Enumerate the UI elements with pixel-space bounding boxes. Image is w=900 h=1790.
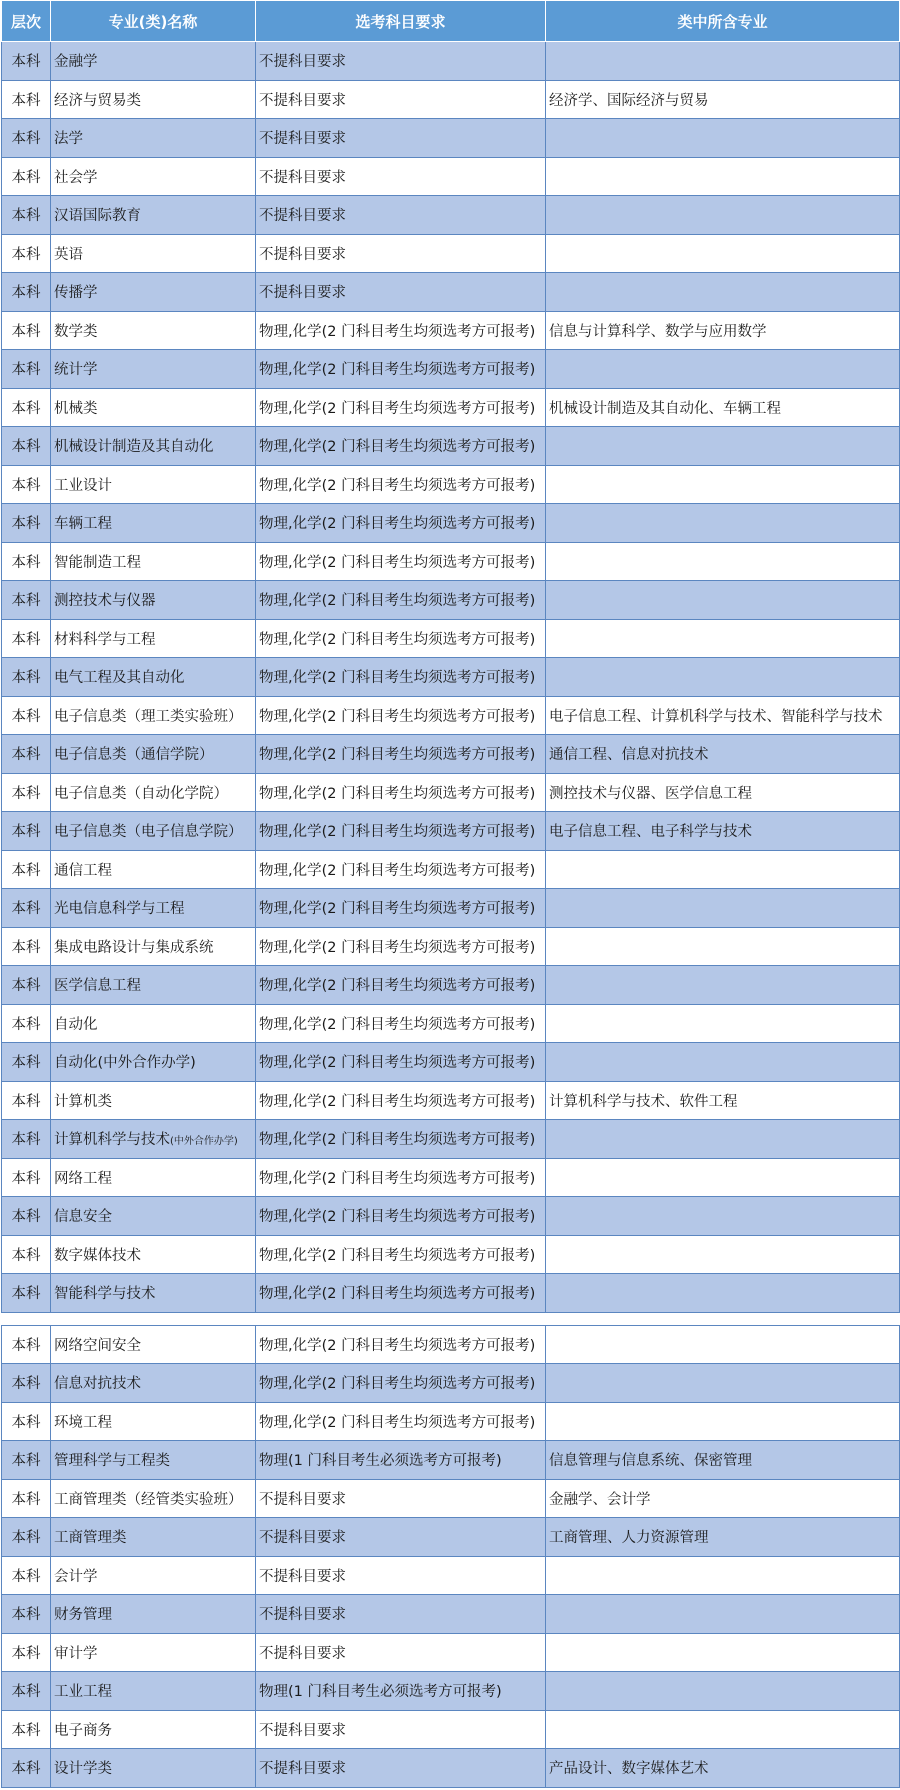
cell-included-majors: 电子信息工程、计算机科学与技术、智能科学与技术 <box>546 696 900 735</box>
cell-level: 本科 <box>2 735 51 774</box>
cell-major-name <box>51 1325 256 1364</box>
cell-subject-requirement: 物理,化学(2 门科目考生均须选考方可报考) <box>256 1120 546 1159</box>
major-name-text: 电子信息类（自动化学院） <box>54 785 228 802</box>
cell-level: 本科 <box>2 427 51 466</box>
cell-subject-requirement: 物理,化学(2 门科目考生均须选考方可报考) <box>256 927 546 966</box>
cell-major-name <box>51 542 256 581</box>
cell-subject-requirement: 物理,化学(2 门科目考生均须选考方可报考) <box>256 1158 546 1197</box>
major-name-text: 电子商务 <box>54 1722 112 1739</box>
cell-major-name <box>51 966 256 1005</box>
cell-included-majors: 金融学、会计学 <box>546 1479 900 1518</box>
major-name-text: 经济与贸易类 <box>54 92 141 109</box>
cell-major-name <box>51 157 256 196</box>
table-row <box>2 966 900 1005</box>
cell-subject-requirement: 物理,化学(2 门科目考生均须选考方可报考) <box>256 619 546 658</box>
table-row <box>2 1595 900 1634</box>
cell-major-name <box>51 619 256 658</box>
cell-subject-requirement: 不提科目要求 <box>256 157 546 196</box>
cell-subject-requirement: 不提科目要求 <box>256 1595 546 1634</box>
cell-major-name <box>51 1556 256 1595</box>
major-name-text: 电子信息类（通信学院） <box>54 747 214 764</box>
cell-level: 本科 <box>2 619 51 658</box>
cell-subject-requirement: 物理(1 门科目考生必须选考方可报考) <box>256 1672 546 1711</box>
cell-level: 本科 <box>2 889 51 928</box>
cell-level: 本科 <box>2 350 51 389</box>
cell-level: 本科 <box>2 1364 51 1403</box>
table-row <box>2 581 900 620</box>
cell-subject-requirement: 物理,化学(2 门科目考生均须选考方可报考) <box>256 1364 546 1403</box>
cell-level: 本科 <box>2 157 51 196</box>
cell-subject-requirement: 物理,化学(2 门科目考生均须选考方可报考) <box>256 966 546 1005</box>
table-row <box>2 1004 900 1043</box>
cell-included-majors <box>546 1672 900 1711</box>
cell-subject-requirement: 物理,化学(2 门科目考生均须选考方可报考) <box>256 1081 546 1120</box>
cell-included-majors <box>546 350 900 389</box>
table-row <box>2 1325 900 1364</box>
cell-subject-requirement: 物理,化学(2 门科目考生均须选考方可报考) <box>256 735 546 774</box>
table-row <box>2 1556 900 1595</box>
cell-included-majors: 计算机科学与技术、软件工程 <box>546 1081 900 1120</box>
table-row <box>2 658 900 697</box>
table-row <box>2 1197 900 1236</box>
table-row <box>2 1158 900 1197</box>
cell-level: 本科 <box>2 1402 51 1441</box>
table-row <box>2 1441 900 1480</box>
cell-major-name <box>51 1595 256 1634</box>
major-name-text: 计算机类 <box>54 1093 112 1110</box>
cell-level: 本科 <box>2 658 51 697</box>
cell-included-majors <box>546 1595 900 1634</box>
cell-major-name <box>51 42 256 81</box>
table-row <box>2 1479 900 1518</box>
cell-included-majors <box>546 1402 900 1441</box>
cell-level: 本科 <box>2 927 51 966</box>
cell-included-majors: 产品设计、数字媒体艺术 <box>546 1749 900 1788</box>
cell-subject-requirement: 不提科目要求 <box>256 80 546 119</box>
table-row <box>2 1633 900 1672</box>
major-name-text: 汉语国际教育 <box>54 208 141 225</box>
cell-included-majors <box>546 1274 900 1313</box>
table-row <box>2 1402 900 1441</box>
table-row <box>2 273 900 312</box>
cell-major-name <box>51 1633 256 1672</box>
cell-level: 本科 <box>2 1043 51 1082</box>
major-name-text: 自动化(中外合作办学) <box>54 1055 196 1072</box>
cell-included-majors <box>546 1710 900 1749</box>
cell-included-majors <box>546 966 900 1005</box>
cell-major-name <box>51 1004 256 1043</box>
cell-major-name <box>51 1274 256 1313</box>
cell-included-majors <box>546 1556 900 1595</box>
cell-subject-requirement: 不提科目要求 <box>256 234 546 273</box>
table-row <box>2 1043 900 1082</box>
cell-included-majors <box>546 1043 900 1082</box>
table-row <box>2 196 900 235</box>
cell-subject-requirement: 不提科目要求 <box>256 1710 546 1749</box>
cell-level: 本科 <box>2 196 51 235</box>
cell-subject-requirement: 物理,化学(2 门科目考生均须选考方可报考) <box>256 1043 546 1082</box>
table-body-part2 <box>2 1325 900 1787</box>
cell-included-majors <box>546 1004 900 1043</box>
cell-level: 本科 <box>2 388 51 427</box>
cell-included-majors <box>546 542 900 581</box>
cell-included-majors <box>546 465 900 504</box>
table-row <box>2 119 900 158</box>
table-row <box>2 157 900 196</box>
cell-major-name <box>51 812 256 851</box>
cell-level: 本科 <box>2 1325 51 1364</box>
cell-level: 本科 <box>2 581 51 620</box>
cell-major-name <box>51 80 256 119</box>
cell-major-name <box>51 1479 256 1518</box>
cell-major-name <box>51 889 256 928</box>
cell-level: 本科 <box>2 80 51 119</box>
cell-included-majors <box>546 196 900 235</box>
major-name-text: 工业设计 <box>54 477 112 494</box>
major-name-text: 信息对抗技术 <box>54 1376 141 1393</box>
cell-subject-requirement: 不提科目要求 <box>256 42 546 81</box>
cell-subject-requirement: 物理,化学(2 门科目考生均须选考方可报考) <box>256 427 546 466</box>
cell-subject-requirement: 物理,化学(2 门科目考生均须选考方可报考) <box>256 812 546 851</box>
cell-major-name <box>51 1441 256 1480</box>
table-row <box>2 350 900 389</box>
table-row <box>2 1518 900 1557</box>
cell-subject-requirement: 物理,化学(2 门科目考生均须选考方可报考) <box>256 350 546 389</box>
major-name-text: 社会学 <box>54 169 98 186</box>
table-row <box>2 1274 900 1313</box>
cell-major-name <box>51 696 256 735</box>
cell-level: 本科 <box>2 1158 51 1197</box>
cell-included-majors <box>546 42 900 81</box>
cell-level: 本科 <box>2 1235 51 1274</box>
cell-major-name <box>51 927 256 966</box>
cell-subject-requirement: 不提科目要求 <box>256 273 546 312</box>
cell-major-name <box>51 1710 256 1749</box>
major-name-text: 工业工程 <box>54 1684 112 1701</box>
cell-level: 本科 <box>2 42 51 81</box>
cell-major-name <box>51 1158 256 1197</box>
cell-subject-requirement: 物理,化学(2 门科目考生均须选考方可报考) <box>256 773 546 812</box>
cell-subject-requirement: 物理,化学(2 门科目考生均须选考方可报考) <box>256 889 546 928</box>
table-row <box>2 311 900 350</box>
cell-level: 本科 <box>2 504 51 543</box>
cell-level: 本科 <box>2 1441 51 1480</box>
cell-subject-requirement: 不提科目要求 <box>256 1518 546 1557</box>
cell-level: 本科 <box>2 773 51 812</box>
major-name-text: 自动化 <box>54 1016 98 1033</box>
cell-level: 本科 <box>2 696 51 735</box>
cell-level: 本科 <box>2 1710 51 1749</box>
cell-major-name <box>51 658 256 697</box>
cell-subject-requirement: 物理,化学(2 门科目考生均须选考方可报考) <box>256 388 546 427</box>
cell-included-majors: 电子信息工程、电子科学与技术 <box>546 812 900 851</box>
cell-included-majors <box>546 581 900 620</box>
cell-included-majors <box>546 889 900 928</box>
table-row <box>2 773 900 812</box>
major-name-text: 医学信息工程 <box>54 978 141 995</box>
cell-major-name <box>51 196 256 235</box>
cell-subject-requirement: 不提科目要求 <box>256 1556 546 1595</box>
cell-level: 本科 <box>2 1274 51 1313</box>
header-level: 层次 <box>2 1 51 42</box>
cell-level: 本科 <box>2 1749 51 1788</box>
cell-major-name <box>51 1402 256 1441</box>
table-row <box>2 1364 900 1403</box>
major-name-text: 网络工程 <box>54 1170 112 1187</box>
major-name-text: 光电信息科学与工程 <box>54 901 185 918</box>
cell-level: 本科 <box>2 966 51 1005</box>
page-break-gap <box>0 1313 900 1325</box>
header-included-majors: 类中所含专业 <box>546 1 900 42</box>
cell-subject-requirement: 物理,化学(2 门科目考生均须选考方可报考) <box>256 311 546 350</box>
cell-included-majors <box>546 1633 900 1672</box>
table-row <box>2 1081 900 1120</box>
major-name-text: 智能科学与技术 <box>54 1286 156 1303</box>
cell-major-name <box>51 1518 256 1557</box>
cell-major-name <box>51 350 256 389</box>
cell-included-majors <box>546 1158 900 1197</box>
table-body-part1 <box>2 42 900 1313</box>
cell-major-name <box>51 504 256 543</box>
cell-included-majors: 测控技术与仪器、医学信息工程 <box>546 773 900 812</box>
cell-major-name <box>51 735 256 774</box>
major-name-text: 管理科学与工程类 <box>54 1453 170 1470</box>
table-row <box>2 696 900 735</box>
major-name-text: 计算机科学与技术 <box>54 1132 170 1149</box>
major-name-text: 审计学 <box>54 1645 98 1662</box>
cell-level: 本科 <box>2 1004 51 1043</box>
table-row <box>2 619 900 658</box>
cell-included-majors <box>546 1364 900 1403</box>
cell-major-name <box>51 1364 256 1403</box>
cell-included-majors <box>546 1120 900 1159</box>
cell-level: 本科 <box>2 812 51 851</box>
cell-level: 本科 <box>2 1595 51 1634</box>
major-name-text: 电子信息类（理工类实验班） <box>54 708 243 725</box>
cell-subject-requirement: 不提科目要求 <box>256 1633 546 1672</box>
table-row <box>2 427 900 466</box>
cell-subject-requirement: 物理,化学(2 门科目考生均须选考方可报考) <box>256 465 546 504</box>
cell-included-majors: 信息管理与信息系统、保密管理 <box>546 1441 900 1480</box>
cell-included-majors <box>546 157 900 196</box>
cell-subject-requirement: 不提科目要求 <box>256 1479 546 1518</box>
major-name-text: 统计学 <box>54 362 98 379</box>
cell-level: 本科 <box>2 465 51 504</box>
cell-major-name <box>51 311 256 350</box>
major-name-text: 英语 <box>54 246 83 263</box>
major-name-text: 金融学 <box>54 54 98 71</box>
cell-subject-requirement: 不提科目要求 <box>256 1749 546 1788</box>
major-name-text: 信息安全 <box>54 1209 112 1226</box>
cell-subject-requirement: 物理,化学(2 门科目考生均须选考方可报考) <box>256 1402 546 1441</box>
cell-included-majors <box>546 927 900 966</box>
major-name-text: 工商管理类（经管类实验班） <box>54 1491 243 1508</box>
cell-included-majors: 工商管理、人力资源管理 <box>546 1518 900 1557</box>
major-name-text: 数字媒体技术 <box>54 1247 141 1264</box>
major-name-text: 车辆工程 <box>54 516 112 533</box>
cell-major-name <box>51 850 256 889</box>
cell-subject-requirement: 物理,化学(2 门科目考生均须选考方可报考) <box>256 581 546 620</box>
cell-level: 本科 <box>2 1081 51 1120</box>
cell-level: 本科 <box>2 311 51 350</box>
major-name-text: 数学类 <box>54 323 98 340</box>
table-row <box>2 812 900 851</box>
major-name-text: 智能制造工程 <box>54 554 141 571</box>
table-row <box>2 1120 900 1159</box>
cell-subject-requirement: 物理,化学(2 门科目考生均须选考方可报考) <box>256 504 546 543</box>
major-name-text: 财务管理 <box>54 1607 112 1624</box>
header-major-name: 专业(类)名称 <box>51 1 256 42</box>
major-name-note: (中外合作办学) <box>170 1136 238 1148</box>
cell-level: 本科 <box>2 234 51 273</box>
cell-included-majors <box>546 1235 900 1274</box>
cell-subject-requirement: 不提科目要求 <box>256 119 546 158</box>
cell-subject-requirement: 物理,化学(2 门科目考生均须选考方可报考) <box>256 542 546 581</box>
table-row <box>2 465 900 504</box>
cell-major-name <box>51 1043 256 1082</box>
table-row <box>2 889 900 928</box>
cell-included-majors <box>546 234 900 273</box>
cell-level: 本科 <box>2 542 51 581</box>
cell-included-majors <box>546 427 900 466</box>
table-row <box>2 234 900 273</box>
cell-level: 本科 <box>2 1556 51 1595</box>
cell-major-name <box>51 234 256 273</box>
cell-level: 本科 <box>2 1120 51 1159</box>
cell-included-majors: 机械设计制造及其自动化、车辆工程 <box>546 388 900 427</box>
cell-subject-requirement: 物理,化学(2 门科目考生均须选考方可报考) <box>256 696 546 735</box>
major-requirements-table <box>1 0 900 1313</box>
major-name-text: 集成电路设计与集成系统 <box>54 939 214 956</box>
cell-included-majors <box>546 619 900 658</box>
cell-level: 本科 <box>2 1197 51 1236</box>
cell-major-name <box>51 1197 256 1236</box>
cell-level: 本科 <box>2 119 51 158</box>
cell-subject-requirement: 物理,化学(2 门科目考生均须选考方可报考) <box>256 850 546 889</box>
table-row <box>2 542 900 581</box>
cell-subject-requirement: 物理,化学(2 门科目考生均须选考方可报考) <box>256 1004 546 1043</box>
cell-level: 本科 <box>2 1672 51 1711</box>
cell-major-name <box>51 427 256 466</box>
major-name-text: 机械类 <box>54 400 98 417</box>
table-row <box>2 504 900 543</box>
major-name-text: 网络空间安全 <box>54 1337 141 1354</box>
table-row <box>2 1672 900 1711</box>
major-name-text: 工商管理类 <box>54 1530 127 1547</box>
cell-subject-requirement: 物理,化学(2 门科目考生均须选考方可报考) <box>256 1325 546 1364</box>
cell-major-name <box>51 773 256 812</box>
cell-included-majors <box>546 273 900 312</box>
cell-included-majors <box>546 658 900 697</box>
cell-major-name <box>51 581 256 620</box>
table-row <box>2 42 900 81</box>
major-name-text: 机械设计制造及其自动化 <box>54 439 214 456</box>
cell-included-majors <box>546 504 900 543</box>
cell-level: 本科 <box>2 1633 51 1672</box>
cell-subject-requirement: 物理(1 门科目考生必须选考方可报考) <box>256 1441 546 1480</box>
table-row <box>2 927 900 966</box>
major-name-text: 通信工程 <box>54 862 112 879</box>
major-name-text: 电气工程及其自动化 <box>54 670 185 687</box>
cell-major-name <box>51 1235 256 1274</box>
major-name-text: 会计学 <box>54 1568 98 1585</box>
cell-included-majors: 信息与计算科学、数学与应用数学 <box>546 311 900 350</box>
table-header <box>2 1 900 42</box>
cell-included-majors <box>546 1325 900 1364</box>
major-name-text: 设计学类 <box>54 1761 112 1778</box>
cell-subject-requirement: 物理,化学(2 门科目考生均须选考方可报考) <box>256 1235 546 1274</box>
major-requirements-table-continued <box>1 1325 900 1788</box>
cell-subject-requirement: 物理,化学(2 门科目考生均须选考方可报考) <box>256 1274 546 1313</box>
table-row <box>2 1710 900 1749</box>
major-name-text: 环境工程 <box>54 1414 112 1431</box>
cell-major-name <box>51 465 256 504</box>
cell-included-majors <box>546 1197 900 1236</box>
table-row <box>2 388 900 427</box>
cell-major-name <box>51 1749 256 1788</box>
table-row <box>2 735 900 774</box>
cell-included-majors <box>546 850 900 889</box>
table-row <box>2 850 900 889</box>
major-name-text: 法学 <box>54 131 83 148</box>
cell-level: 本科 <box>2 273 51 312</box>
cell-major-name <box>51 388 256 427</box>
major-name-text: 传播学 <box>54 285 98 302</box>
cell-major-name <box>51 119 256 158</box>
cell-included-majors <box>546 119 900 158</box>
major-name-text: 材料科学与工程 <box>54 631 156 648</box>
major-name-text: 测控技术与仪器 <box>54 593 156 610</box>
table-row <box>2 80 900 119</box>
cell-subject-requirement: 物理,化学(2 门科目考生均须选考方可报考) <box>256 1197 546 1236</box>
cell-major-name <box>51 273 256 312</box>
major-name-text: 电子信息类（电子信息学院） <box>54 824 243 841</box>
cell-major-name <box>51 1672 256 1711</box>
cell-level: 本科 <box>2 1479 51 1518</box>
cell-subject-requirement: 物理,化学(2 门科目考生均须选考方可报考) <box>256 658 546 697</box>
cell-major-name <box>51 1120 256 1159</box>
cell-included-majors: 通信工程、信息对抗技术 <box>546 735 900 774</box>
cell-included-majors: 经济学、国际经济与贸易 <box>546 80 900 119</box>
cell-level: 本科 <box>2 1518 51 1557</box>
cell-level: 本科 <box>2 850 51 889</box>
header-subject-requirement: 选考科目要求 <box>256 1 546 42</box>
cell-subject-requirement: 不提科目要求 <box>256 196 546 235</box>
table-row <box>2 1749 900 1788</box>
cell-major-name <box>51 1081 256 1120</box>
table-row <box>2 1235 900 1274</box>
